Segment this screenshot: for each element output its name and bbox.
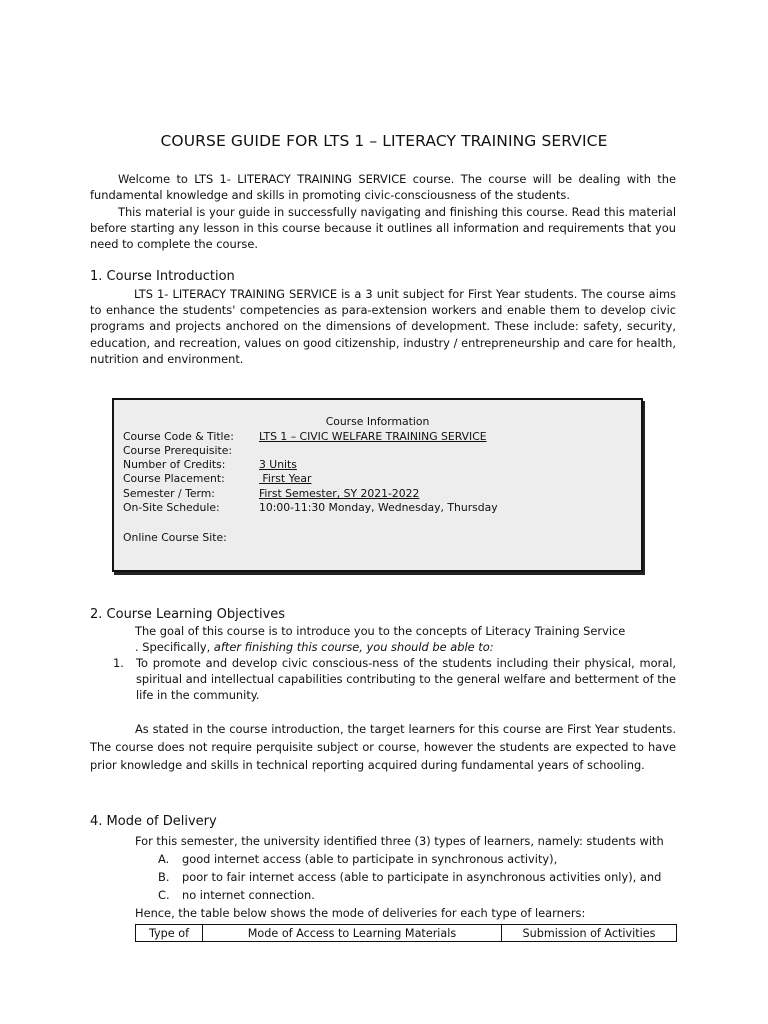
objective-number: 1. [113,656,124,670]
info-value: 10:00-11:30 Monday, Wednesday, Thursday [259,501,498,514]
mode-of-delivery-outro: Hence, the table below shows the mode of deliveries for each type of learners: [135,906,586,920]
section-heading-learning-objectives: 2. Course Learning Objectives [90,607,286,622]
learner-type-item [158,851,557,867]
learner-type-item [158,869,661,885]
table-header-cell: Type of [136,925,203,942]
intro-paragraph-1: Welcome to LTS 1- LITERACY TRAINING SERVICE course. The course will be dealing with the fundamental knowledge and skills in promoting civic-consciousness of the students. [90,172,676,203]
info-value: 3 Units [259,458,297,471]
table-header-cell: Mode of Access to Learning Materials [203,925,502,942]
info-value: LTS 1 – CIVIC WELFARE TRAINING SERVICE [259,430,487,443]
info-label: Semester / Term: [123,487,215,500]
info-label: Course Placement: [123,472,225,485]
intro-paragraph-2: This material is your guide in successfully navigating and finishing this course. Read this material before starting any lesson in this course because it outlines all information and requirements that you need to complete the course. [90,205,676,252]
course-information-title: Course Information [325,415,430,428]
course-information-box [112,398,643,572]
target-learners-text: As stated in the course introduction, the target learners for this course are First Year students. The course does not require perquisite subject or course, however the students are expected to have prior knowledge and skills in technical reporting acquired during fundamental years of schooling. [90,722,676,772]
learner-type-letter: A. [158,852,170,866]
section-heading-mode-of-delivery: 4. Mode of Delivery [90,814,217,829]
page-title: COURSE GUIDE FOR LTS 1 – LITERACY TRAINING SERVICE [160,132,608,150]
info-label: Online Course Site: [123,531,227,544]
course-introduction-text: LTS 1- LITERACY TRAINING SERVICE is a 3 unit subject for First Year students. The course aims to enhance the students' competencies as para-extension workers and enable them to develop civic programs and projects anchored on the dimensions of development. These include: safety, security, education, and recreation, values on good citizenship, industry / entrepreneurship and care for health, nutrition and environment. [90,287,676,366]
specific-prefix: . Specifically, [135,640,214,654]
info-label: Number of Credits: [123,458,226,471]
learner-type-text: poor to fair internet access (able to participate in asynchronous activities only), and [182,870,662,884]
section-heading-course-introduction: 1. Course Introduction [90,269,235,284]
learner-type-text: no internet connection. [182,888,315,902]
objective-item [113,655,676,705]
info-value: First Year [259,472,312,485]
learner-type-letter: C. [158,888,170,902]
learner-type-item [158,887,315,903]
learner-type-text: good internet access (able to participate in synchronous activity), [182,852,558,866]
info-label: Course Prerequisite: [123,444,232,457]
course-goal-text: The goal of this course is to introduce you to the concepts of Literacy Training Service [135,624,626,638]
mode-of-delivery-intro: For this semester, the university identified three (3) types of learners, namely: students with [135,834,664,848]
learner-type-letter: B. [158,870,170,884]
table-header-row [136,925,677,942]
info-value: First Semester, SY 2021-2022 [259,487,420,500]
table-header-cell: Submission of Activities [502,925,677,942]
specific-italic: after finishing this course, you should be able to: [213,640,494,654]
objective-text: To promote and develop civic conscious-ness of the students including their physical, moral, spiritual and intellectual capabilities contributing to the general welfare and betterment of the life in the community. [136,656,676,703]
info-label: Course Code & Title: [123,430,234,443]
info-label: On-Site Schedule: [123,501,220,514]
specific-objectives-intro [135,639,494,655]
delivery-modes-table [135,924,677,942]
